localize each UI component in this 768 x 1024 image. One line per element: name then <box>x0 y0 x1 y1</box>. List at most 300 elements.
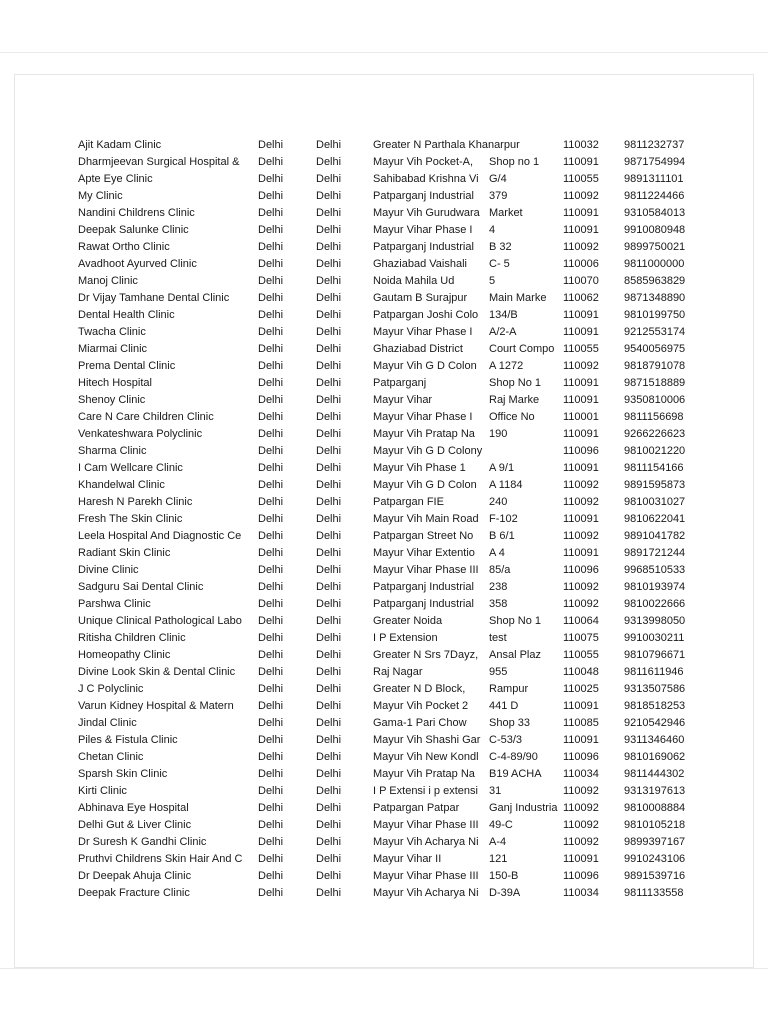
area-cell: Mayur Vih G D Colony <box>373 445 483 457</box>
address-cell: 238 <box>489 581 508 593</box>
address-cell: Shop No 1 <box>489 615 541 627</box>
address-cell: Raj Marke <box>489 394 540 406</box>
clinic-name-cell: Piles & Fistula Clinic <box>78 734 178 746</box>
address-cell: B 6/1 <box>489 530 515 542</box>
phone-cell: 9899397167 <box>624 836 686 848</box>
area-cell: Greater N Srs 7Dayz, <box>373 649 479 661</box>
phone-cell: 9266226623 <box>624 428 686 440</box>
state-cell: Delhi <box>316 632 342 644</box>
phone-cell: 9811000000 <box>624 258 685 270</box>
phone-cell: 9810008884 <box>624 802 686 814</box>
pincode-cell: 110032 <box>563 139 599 151</box>
address-cell: A 9/1 <box>489 462 515 474</box>
address-cell: 5 <box>489 275 496 287</box>
clinic-name-cell: Abhinava Eye Hospital <box>78 802 189 814</box>
area-cell: Patpargan Street No <box>373 530 474 542</box>
area-cell: Mayur Vihar Phase III <box>373 564 479 576</box>
area-cell: Patparganj Industrial <box>373 598 474 610</box>
state-cell: Delhi <box>316 496 342 508</box>
state-cell: Delhi <box>316 190 342 202</box>
city-cell: Delhi <box>258 632 284 644</box>
area-cell: Greater N Parthala Khanarpur <box>373 139 520 151</box>
address-cell: 190 <box>489 428 508 440</box>
clinic-name-cell: Dental Health Clinic <box>78 309 175 321</box>
table-row <box>78 239 758 256</box>
phone-cell: 9313197613 <box>624 785 686 797</box>
phone-cell: 9811154166 <box>624 462 684 474</box>
clinic-name-cell: Chetan Clinic <box>78 751 144 763</box>
table-row <box>78 528 758 545</box>
pincode-cell: 110092 <box>563 190 599 202</box>
clinic-table <box>78 137 758 902</box>
city-cell: Delhi <box>258 734 284 746</box>
city-cell: Delhi <box>258 717 284 729</box>
table-row <box>78 409 758 426</box>
pincode-cell: 110092 <box>563 530 599 542</box>
address-cell: C- 5 <box>489 258 510 270</box>
clinic-name-cell: My Clinic <box>78 190 123 202</box>
phone-cell: 9910243106 <box>624 853 686 865</box>
pincode-cell: 110091 <box>563 700 599 712</box>
address-cell: Shop 33 <box>489 717 530 729</box>
state-cell: Delhi <box>316 224 342 236</box>
clinic-name-cell: Deepak Salunke Clinic <box>78 224 189 236</box>
state-cell: Delhi <box>316 360 342 372</box>
clinic-name-cell: Homeopathy Clinic <box>78 649 171 661</box>
table-row <box>78 188 758 205</box>
clinic-name-cell: Haresh N Parekh Clinic <box>78 496 193 508</box>
pincode-cell: 110091 <box>563 156 599 168</box>
address-cell: Shop No 1 <box>489 377 541 389</box>
phone-cell: 9540056975 <box>624 343 686 355</box>
clinic-name-cell: Khandelwal Clinic <box>78 479 165 491</box>
bottom-rule <box>0 968 768 969</box>
clinic-name-cell: Varun Kidney Hospital & Matern <box>78 700 234 712</box>
area-cell: Patparganj <box>373 377 427 389</box>
pincode-cell: 110091 <box>563 224 599 236</box>
pincode-cell: 110025 <box>563 683 599 695</box>
clinic-name-cell: Radiant Skin Clinic <box>78 547 171 559</box>
address-cell: D-39A <box>489 887 521 899</box>
phone-cell: 9871348890 <box>624 292 686 304</box>
table-row <box>78 460 758 477</box>
state-cell: Delhi <box>316 428 342 440</box>
state-cell: Delhi <box>316 377 342 389</box>
address-cell: Market <box>489 207 523 219</box>
pincode-cell: 110034 <box>563 887 599 899</box>
state-cell: Delhi <box>316 683 342 695</box>
table-row <box>78 273 758 290</box>
area-cell: Mayur Vihar <box>373 394 433 406</box>
table-row <box>78 426 758 443</box>
pincode-cell: 110091 <box>563 207 599 219</box>
state-cell: Delhi <box>316 598 342 610</box>
clinic-name-cell: Jindal Clinic <box>78 717 137 729</box>
area-cell: Mayur Vihar Phase III <box>373 819 479 831</box>
city-cell: Delhi <box>258 207 284 219</box>
city-cell: Delhi <box>258 258 284 270</box>
pincode-cell: 110006 <box>563 258 599 270</box>
phone-cell: 9810021220 <box>624 445 686 457</box>
phone-cell: 9210542946 <box>624 717 686 729</box>
pincode-cell: 110096 <box>563 870 599 882</box>
clinic-name-cell: Pruthvi Childrens Skin Hair And C <box>78 853 243 865</box>
city-cell: Delhi <box>258 394 284 406</box>
phone-cell: 9810193974 <box>624 581 686 593</box>
city-cell: Delhi <box>258 343 284 355</box>
table-row <box>78 392 758 409</box>
phone-cell: 9891595873 <box>624 479 686 491</box>
address-cell: 379 <box>489 190 508 202</box>
phone-cell: 9811156698 <box>624 411 684 423</box>
area-cell: Mayur Vihar Extentio <box>373 547 475 559</box>
pincode-cell: 110055 <box>563 649 599 661</box>
area-cell: Mayur Vih Acharya Ni <box>373 887 479 899</box>
address-cell: Court Compo <box>489 343 555 355</box>
table-row <box>78 647 758 664</box>
state-cell: Delhi <box>316 207 342 219</box>
address-cell: F-102 <box>489 513 518 525</box>
city-cell: Delhi <box>258 377 284 389</box>
phone-cell: 9810169062 <box>624 751 686 763</box>
address-cell: 441 D <box>489 700 519 712</box>
phone-cell: 9810199750 <box>624 309 686 321</box>
pincode-cell: 110092 <box>563 836 599 848</box>
city-cell: Delhi <box>258 275 284 287</box>
table-row <box>78 137 758 154</box>
table-row <box>78 579 758 596</box>
state-cell: Delhi <box>316 887 342 899</box>
area-cell: Mayur Vih G D Colon <box>373 360 477 372</box>
clinic-name-cell: Apte Eye Clinic <box>78 173 153 185</box>
clinic-name-cell: Dharmjeevan Surgical Hospital & <box>78 156 240 168</box>
state-cell: Delhi <box>316 479 342 491</box>
area-cell: Mayur Vih Pratap Na <box>373 768 475 780</box>
address-cell: A 4 <box>489 547 505 559</box>
city-cell: Delhi <box>258 530 284 542</box>
city-cell: Delhi <box>258 785 284 797</box>
city-cell: Delhi <box>258 751 284 763</box>
pincode-cell: 110092 <box>563 581 599 593</box>
address-cell: A 1272 <box>489 360 524 372</box>
area-cell: Mayur Vihar Phase III <box>373 870 479 882</box>
address-cell: C-4-89/90 <box>489 751 538 763</box>
area-cell: Mayur Vih Gurudwara <box>373 207 480 219</box>
city-cell: Delhi <box>258 139 284 151</box>
address-cell: Rampur <box>489 683 529 695</box>
clinic-name-cell: Rawat Ortho Clinic <box>78 241 170 253</box>
clinic-name-cell: Nandini Childrens Clinic <box>78 207 195 219</box>
clinic-name-cell: Shenoy Clinic <box>78 394 146 406</box>
table-row <box>78 205 758 222</box>
pincode-cell: 110096 <box>563 564 599 576</box>
clinic-name-cell: Leela Hospital And Diagnostic Ce <box>78 530 242 542</box>
area-cell: Ghaziabad Vaishali <box>373 258 467 270</box>
phone-cell: 9212553174 <box>624 326 686 338</box>
table-row <box>78 732 758 749</box>
pincode-cell: 110085 <box>563 717 599 729</box>
area-cell: Raj Nagar <box>373 666 423 678</box>
clinic-name-cell: Manoj Clinic <box>78 275 138 287</box>
clinic-name-cell: Sharma Clinic <box>78 445 147 457</box>
city-cell: Delhi <box>258 360 284 372</box>
phone-cell: 9910030211 <box>624 632 685 644</box>
area-cell: Mayur Vihar Phase I <box>373 224 473 236</box>
area-cell: Mayur Vih G D Colon <box>373 479 477 491</box>
city-cell: Delhi <box>258 768 284 780</box>
area-cell: Mayur Vih Pratap Na <box>373 428 475 440</box>
city-cell: Delhi <box>258 836 284 848</box>
table-row <box>78 613 758 630</box>
table-row <box>78 511 758 528</box>
state-cell: Delhi <box>316 802 342 814</box>
pincode-cell: 110096 <box>563 751 599 763</box>
pincode-cell: 110091 <box>563 462 599 474</box>
phone-cell: 9891311101 <box>624 173 684 185</box>
area-cell: I P Extensi i p extensi <box>373 785 478 797</box>
table-row <box>78 885 758 902</box>
address-cell: 955 <box>489 666 508 678</box>
area-cell: Patpargan Patpar <box>373 802 460 814</box>
phone-cell: 9810031027 <box>624 496 686 508</box>
address-cell: 31 <box>489 785 502 797</box>
pincode-cell: 110075 <box>563 632 599 644</box>
city-cell: Delhi <box>258 649 284 661</box>
area-cell: Patparganj Industrial <box>373 241 474 253</box>
clinic-name-cell: Care N Care Children Clinic <box>78 411 214 423</box>
state-cell: Delhi <box>316 275 342 287</box>
city-cell: Delhi <box>258 887 284 899</box>
phone-cell: 9818791078 <box>624 360 686 372</box>
table-row <box>78 545 758 562</box>
city-cell: Delhi <box>258 445 284 457</box>
clinic-name-cell: Delhi Gut & Liver Clinic <box>78 819 192 831</box>
pincode-cell: 110092 <box>563 360 599 372</box>
address-cell: Shop no 1 <box>489 156 540 168</box>
table-row <box>78 596 758 613</box>
state-cell: Delhi <box>316 445 342 457</box>
area-cell: Gautam B Surajpur <box>373 292 468 304</box>
table-row <box>78 341 758 358</box>
state-cell: Delhi <box>316 173 342 185</box>
pincode-cell: 110062 <box>563 292 599 304</box>
address-cell: Ansal Plaz <box>489 649 541 661</box>
state-cell: Delhi <box>316 462 342 474</box>
city-cell: Delhi <box>258 326 284 338</box>
phone-cell: 9313998050 <box>624 615 686 627</box>
pincode-cell: 110091 <box>563 377 599 389</box>
phone-cell: 9310584013 <box>624 207 686 219</box>
address-cell: Office No <box>489 411 535 423</box>
clinic-name-cell: I Cam Wellcare Clinic <box>78 462 183 474</box>
area-cell: Patpargan Joshi Colo <box>373 309 479 321</box>
phone-cell: 9891721244 <box>624 547 686 559</box>
city-cell: Delhi <box>258 870 284 882</box>
state-cell: Delhi <box>316 666 342 678</box>
city-cell: Delhi <box>258 666 284 678</box>
clinic-name-cell: Twacha Clinic <box>78 326 146 338</box>
area-cell: Greater Noida <box>373 615 443 627</box>
state-cell: Delhi <box>316 717 342 729</box>
pincode-cell: 110001 <box>563 411 599 423</box>
city-cell: Delhi <box>258 598 284 610</box>
phone-cell: 9891041782 <box>624 530 686 542</box>
phone-cell: 9810622041 <box>624 513 686 525</box>
table-row <box>78 800 758 817</box>
pincode-cell: 110091 <box>563 309 599 321</box>
table-row <box>78 562 758 579</box>
phone-cell: 9891539716 <box>624 870 686 882</box>
area-cell: Mayur Vihar II <box>373 853 442 865</box>
clinic-name-cell: Sparsh Skin Clinic <box>78 768 168 780</box>
table-row <box>78 851 758 868</box>
table-row <box>78 715 758 732</box>
address-cell: Ganj Industria <box>489 802 558 814</box>
clinic-name-cell: Miarmai Clinic <box>78 343 148 355</box>
pincode-cell: 110091 <box>563 394 599 406</box>
state-cell: Delhi <box>316 751 342 763</box>
address-cell: 134/B <box>489 309 518 321</box>
phone-cell: 9811232737 <box>624 139 685 151</box>
phone-cell: 9810022666 <box>624 598 686 610</box>
table-row <box>78 443 758 460</box>
pincode-cell: 110092 <box>563 479 599 491</box>
area-cell: Mayur Vih New Kondl <box>373 751 479 763</box>
area-cell: Mayur Vih Pocket 2 <box>373 700 469 712</box>
phone-cell: 9811611946 <box>624 666 684 678</box>
state-cell: Delhi <box>316 836 342 848</box>
state-cell: Delhi <box>316 564 342 576</box>
table-row <box>78 681 758 698</box>
address-cell: 121 <box>489 853 508 865</box>
phone-cell: 9811444302 <box>624 768 685 780</box>
city-cell: Delhi <box>258 564 284 576</box>
city-cell: Delhi <box>258 190 284 202</box>
state-cell: Delhi <box>316 292 342 304</box>
city-cell: Delhi <box>258 819 284 831</box>
area-cell: Patparganj Industrial <box>373 190 474 202</box>
table-row <box>78 494 758 511</box>
table-row <box>78 834 758 851</box>
pincode-cell: 110048 <box>563 666 599 678</box>
state-cell: Delhi <box>316 853 342 865</box>
table-row <box>78 749 758 766</box>
pincode-cell: 110070 <box>563 275 599 287</box>
clinic-name-cell: Sadguru Sai Dental Clinic <box>78 581 204 593</box>
city-cell: Delhi <box>258 802 284 814</box>
state-cell: Delhi <box>316 258 342 270</box>
address-cell: 85/a <box>489 564 511 576</box>
clinic-name-cell: Divine Clinic <box>78 564 139 576</box>
address-cell: 358 <box>489 598 508 610</box>
area-cell: Patpargan FIE <box>373 496 444 508</box>
pincode-cell: 110034 <box>563 768 599 780</box>
clinic-name-cell: Avadhoot Ayurved Clinic <box>78 258 197 270</box>
clinic-name-cell: Parshwa Clinic <box>78 598 151 610</box>
city-cell: Delhi <box>258 547 284 559</box>
area-cell: Greater N D Block, <box>373 683 466 695</box>
phone-cell: 9810105218 <box>624 819 686 831</box>
pincode-cell: 110096 <box>563 445 599 457</box>
clinic-name-cell: Deepak Fracture Clinic <box>78 887 190 899</box>
address-cell: test <box>489 632 507 644</box>
area-cell: Mayur Vih Pocket-A, <box>373 156 474 168</box>
address-cell: A/2-A <box>489 326 517 338</box>
table-row <box>78 375 758 392</box>
phone-cell: 9313507586 <box>624 683 686 695</box>
clinic-name-cell: Prema Dental Clinic <box>78 360 176 372</box>
clinic-name-cell: Dr Vijay Tamhane Dental Clinic <box>78 292 230 304</box>
pincode-cell: 110091 <box>563 513 599 525</box>
pincode-cell: 110091 <box>563 853 599 865</box>
clinic-name-cell: Ritisha Children Clinic <box>78 632 186 644</box>
address-cell: A 1184 <box>489 479 523 491</box>
area-cell: Mayur Vih Shashi Gar <box>373 734 481 746</box>
address-cell: 150-B <box>489 870 519 882</box>
phone-cell: 9871518889 <box>624 377 686 389</box>
phone-cell: 9811133558 <box>624 887 684 899</box>
city-cell: Delhi <box>258 683 284 695</box>
pincode-cell: 110092 <box>563 802 599 814</box>
address-cell: A-4 <box>489 836 507 848</box>
area-cell: Gama-1 Pari Chow <box>373 717 467 729</box>
state-cell: Delhi <box>316 241 342 253</box>
state-cell: Delhi <box>316 870 342 882</box>
table-row <box>78 664 758 681</box>
city-cell: Delhi <box>258 411 284 423</box>
clinic-name-cell: Ajit Kadam Clinic <box>78 139 162 151</box>
state-cell: Delhi <box>316 343 342 355</box>
area-cell: Mayur Vihar Phase I <box>373 411 473 423</box>
pincode-cell: 110092 <box>563 598 599 610</box>
area-cell: Mayur Vih Main Road <box>373 513 479 525</box>
city-cell: Delhi <box>258 428 284 440</box>
pincode-cell: 110092 <box>563 819 599 831</box>
state-cell: Delhi <box>316 547 342 559</box>
phone-cell: 9811224466 <box>624 190 685 202</box>
city-cell: Delhi <box>258 156 284 168</box>
state-cell: Delhi <box>316 139 342 151</box>
table-row <box>78 630 758 647</box>
table-row <box>78 307 758 324</box>
area-cell: Ghaziabad District <box>373 343 463 355</box>
pincode-cell: 110055 <box>563 343 599 355</box>
pincode-cell: 110092 <box>563 496 599 508</box>
city-cell: Delhi <box>258 853 284 865</box>
clinic-name-cell: Venkateshwara Polyclinic <box>78 428 203 440</box>
area-cell: Mayur Vihar Phase I <box>373 326 473 338</box>
table-row <box>78 868 758 885</box>
address-cell: Main Marke <box>489 292 547 304</box>
phone-cell: 9350810006 <box>624 394 686 406</box>
address-cell: G/4 <box>489 173 507 185</box>
phone-cell: 9810796671 <box>624 649 686 661</box>
city-cell: Delhi <box>258 615 284 627</box>
table-row <box>78 358 758 375</box>
phone-cell: 9818518253 <box>624 700 686 712</box>
clinic-name-cell: Hitech Hospital <box>78 377 152 389</box>
pincode-cell: 110092 <box>563 241 599 253</box>
pincode-cell: 110092 <box>563 785 599 797</box>
city-cell: Delhi <box>258 462 284 474</box>
state-cell: Delhi <box>316 785 342 797</box>
table-row <box>78 817 758 834</box>
area-cell: Sahibabad Krishna Vi <box>373 173 479 185</box>
state-cell: Delhi <box>316 394 342 406</box>
area-cell: Mayur Vih Phase 1 <box>373 462 466 474</box>
phone-cell: 9899750021 <box>624 241 686 253</box>
state-cell: Delhi <box>316 768 342 780</box>
